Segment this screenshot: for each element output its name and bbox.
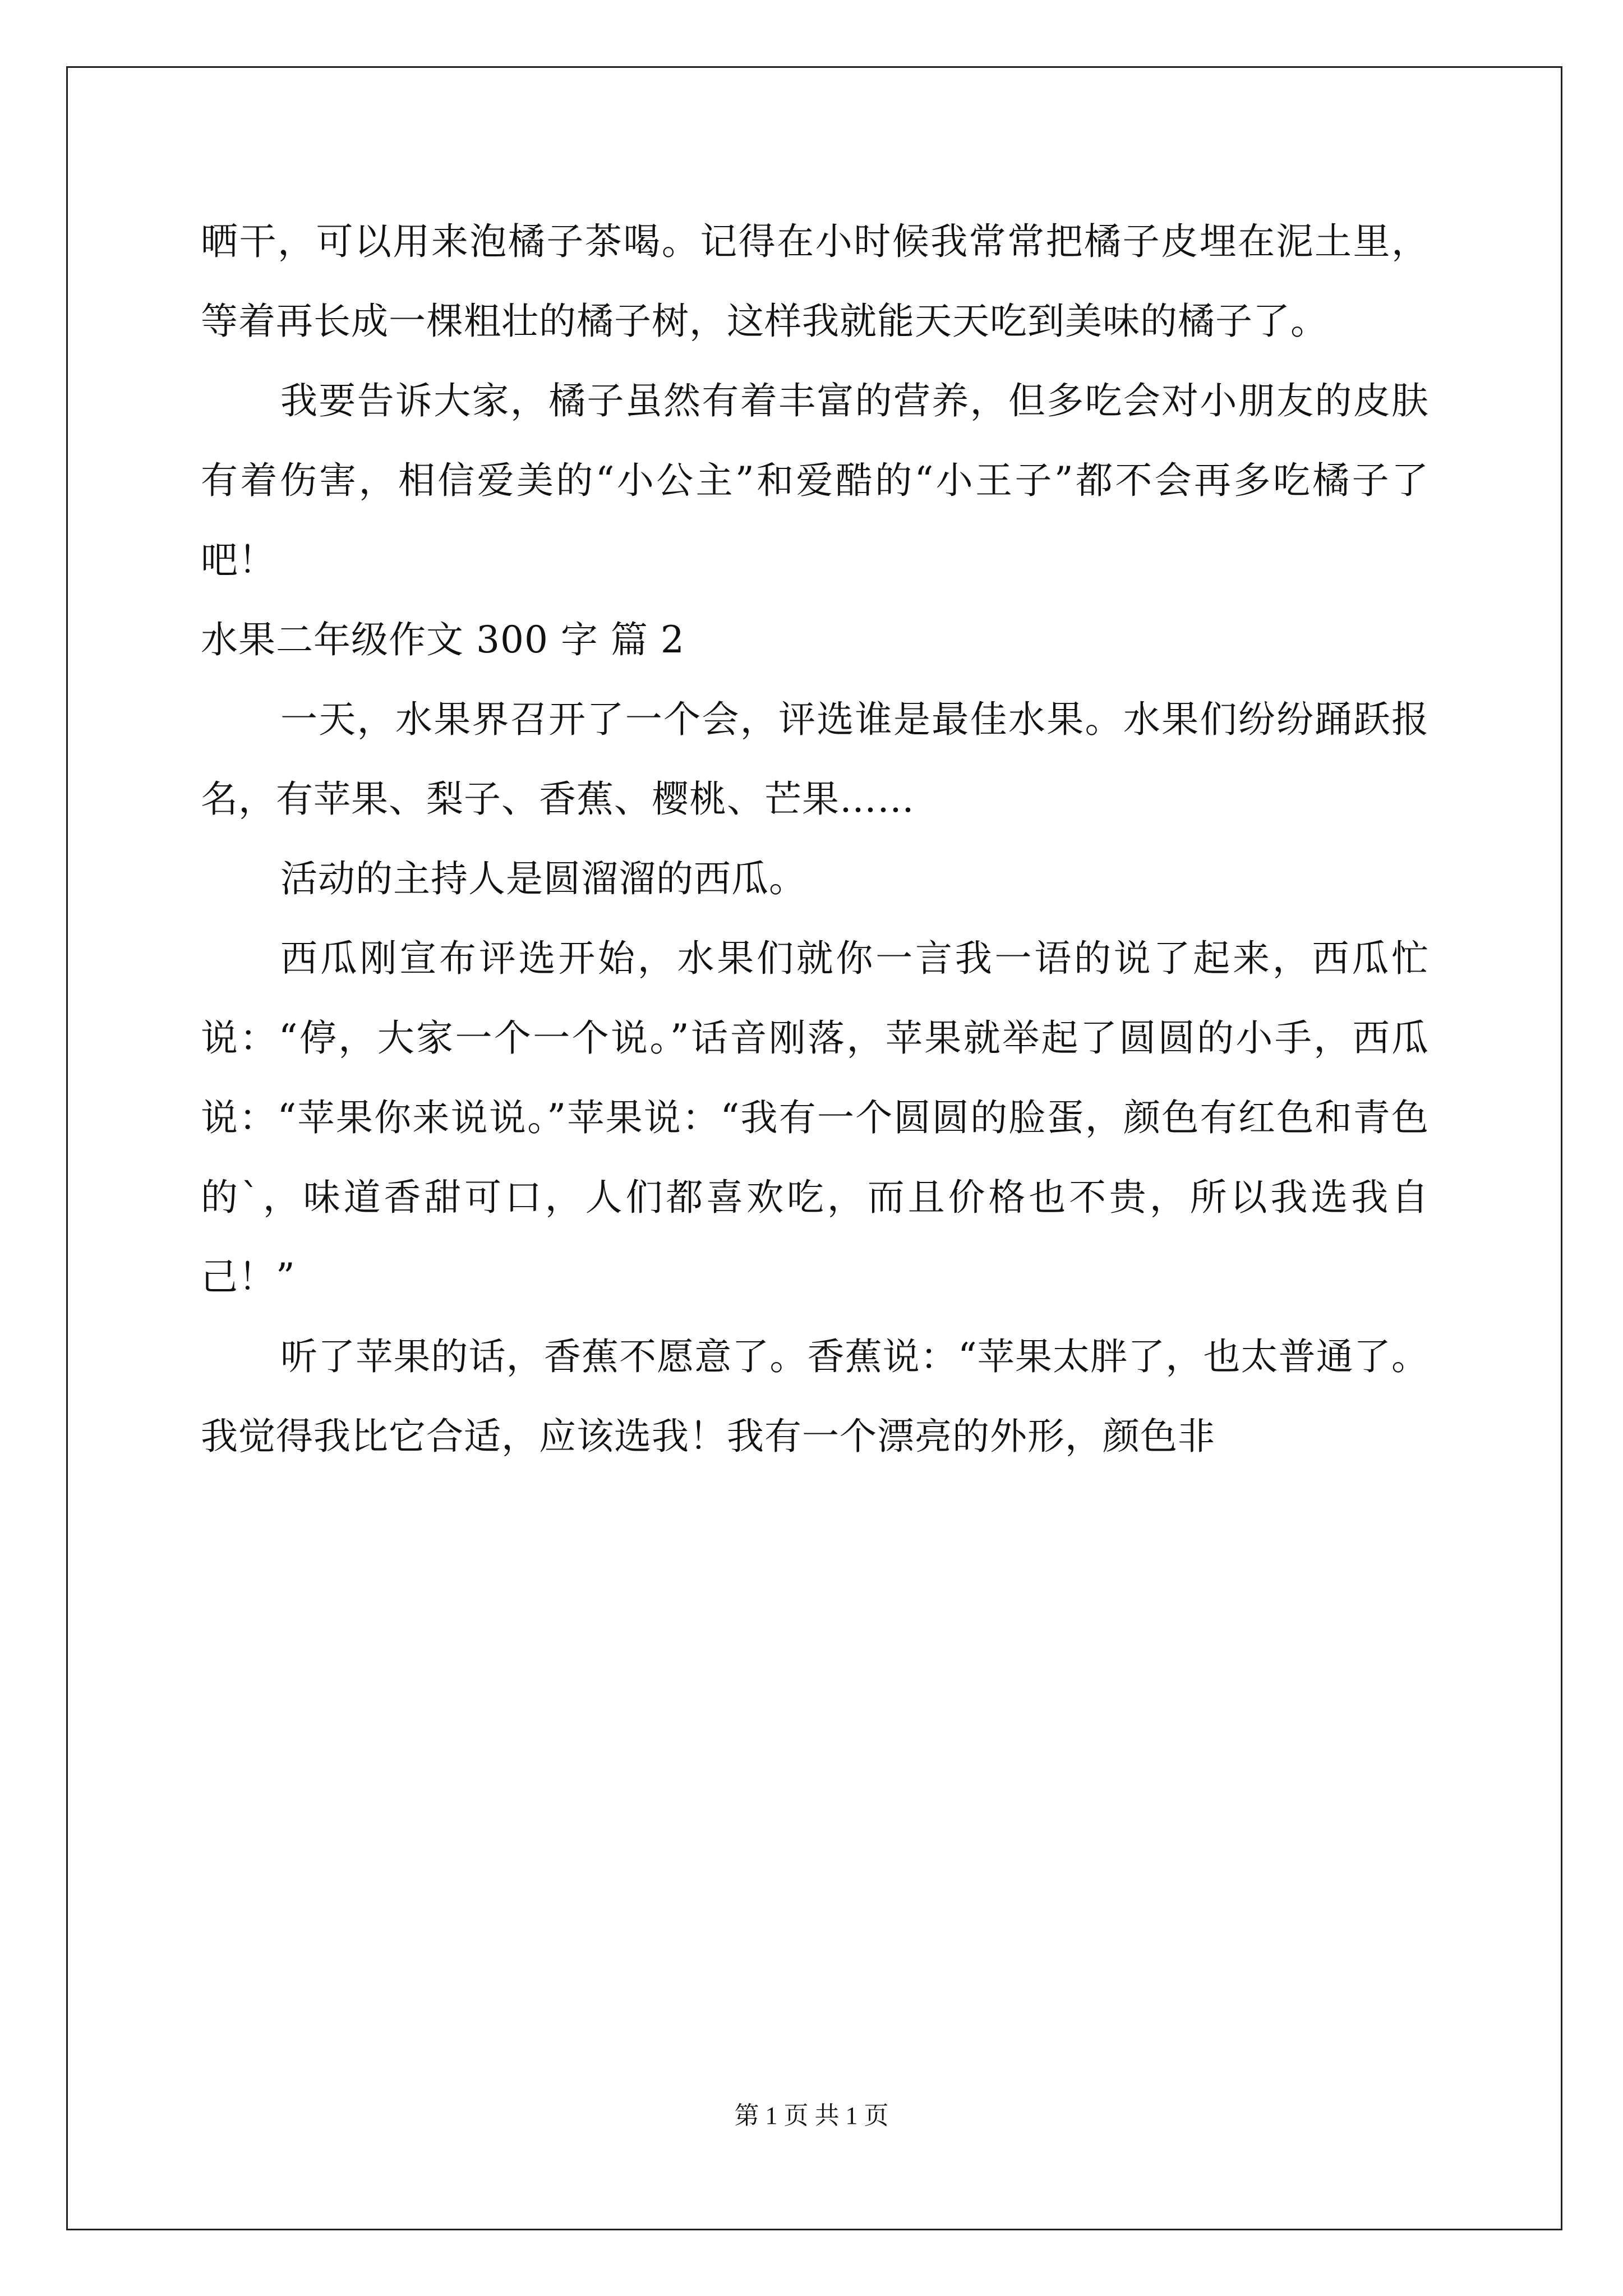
paragraph-5: 西瓜刚宣布评选开始，水果们就你一言我一语的说了起来，西瓜忙说：“停，大家一个一个说。”话音刚落，苹果就举起了圆圆的小手，西瓜说：“苹果你来说说。”苹果说：“我有一个圆圆的脸蛋，颜色有红色和青色的`，味道香甜可口，人们都喜欢吃，而且价格也不贵，所以我选我自己！”: [201, 937, 1429, 1299]
section-heading: 水果二年级作文 300 字 篇 2: [201, 618, 685, 661]
paragraph-6: 听了苹果的话，香蕉不愿意了。香蕉说：“苹果太胖了，也太普通了。我觉得我比它合适，应该选我！我有一个漂亮的外形，颜色非: [201, 1335, 1429, 1458]
paragraph-4: 活动的主持人是圆溜溜的西瓜。: [280, 857, 806, 900]
paragraph-3: 一天，水果界召开了一个会，评选谁是最佳水果。水果们纷纷踊跃报名，有苹果、梨子、香蕉、樱桃、芒果……: [201, 698, 1429, 821]
paragraph-2: 我要告诉大家，橘子虽然有着丰富的营养，但多吃会对小朋友的皮肤有着伤害，相信爱美的“小公主”和爱酷的“小王子”都不会再多吃橘子了吧！: [201, 379, 1429, 582]
paragraph-1: 晒干，可以用来泡橘子茶喝。记得在小时候我常常把橘子皮埋在泥土里，等着再长成一棵粗壮的橘子树，这样我就能天天吃到美味的橘子了。: [201, 220, 1429, 343]
page-footer: 第 1 页 共 1 页: [734, 2102, 889, 2129]
document-body: [201, 202, 1429, 1476]
